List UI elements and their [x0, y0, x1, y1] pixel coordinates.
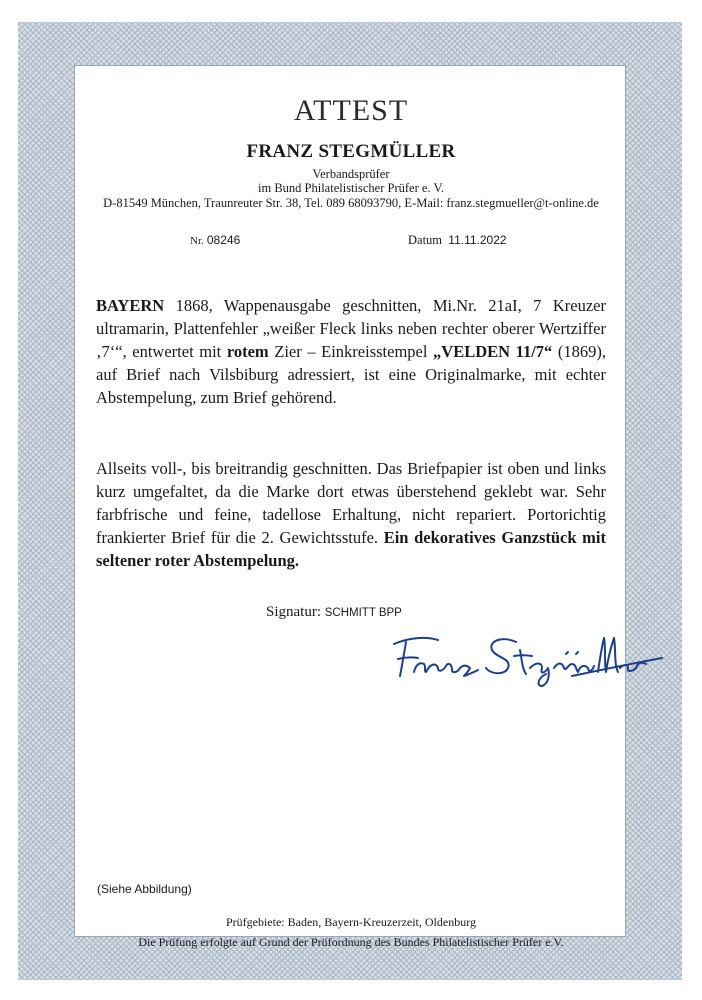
postmark-bold: „VELDEN 11/7“: [433, 342, 553, 361]
examiner-name: FRANZ STEGMÜLLER: [246, 141, 456, 162]
datum-label: Datum: [408, 233, 443, 247]
description-text-3: (1869), auf Brief nach Vilsbiburg adressiert, ist eine Originalmarke, mit echter Abstempelung, zum Brief gehörend.: [96, 342, 607, 407]
certificate-title: ATTEST: [293, 94, 409, 127]
description-paragraph: [96, 294, 606, 409]
nr-label: Nr.: [190, 235, 204, 247]
examination-rules-note: Die Prüfung erfolgte auf Grund der Prüfordnung des Bundes Philatelistischer Prüfer e.V.: [138, 935, 564, 949]
color-bold: rotem: [226, 342, 269, 361]
examiner-association: im Bund Philatelistischer Prüfer e. V.: [258, 181, 444, 195]
signatur-line: [266, 604, 402, 621]
handwritten-signature: [380, 628, 665, 688]
signatur-value: SCHMITT BPP: [324, 607, 402, 619]
examiner-role: Verbandsprüfer: [312, 167, 390, 181]
certificate-date: [408, 233, 507, 248]
nr-value: 08246: [206, 233, 241, 247]
signatur-label: Signatur:: [266, 604, 321, 620]
see-illustration-note: (Siehe Abbildung): [97, 882, 192, 896]
description-text-2: Zier – Einkreisstempel: [268, 342, 434, 361]
description-text-1: 1868, Wappenausgabe geschnitten, Mi.Nr. 21aI, 7 Kreuzer ultramarin, Plattenfehler „weißer Fleck links neben rechter oberer Wertziffer ‚7‘“, entwertet mit: [96, 296, 606, 361]
examination-areas: Prüfgebiete: Baden, Bayern-Kreuzerzeit, Oldenburg: [225, 915, 476, 929]
conclusion-bold: Ein dekoratives Ganzstück mit seltener roter Abstempelung.: [96, 528, 607, 570]
country-bold: BAYERN: [96, 296, 165, 315]
condition-paragraph: [96, 457, 606, 572]
condition-text: Allseits voll-, bis breitrandig geschnitten. Das Briefpapier ist oben und links kurz umgefaltet, da die Marke dort etwas überstehend geklebt war. Sehr farbfrische und feine, tadellose Erhaltung, nicht repariert. Portorichtig frankierter Brief für die 2. Gewichtsstufe.: [96, 459, 606, 547]
datum-value: 11.11.2022: [448, 233, 507, 247]
examiner-address: D-81549 München, Traunreuter Str. 38, Tel. 089 68093790, E-Mail: franz.stegmueller@t-online.de: [103, 196, 599, 210]
certificate-number: [190, 233, 240, 248]
